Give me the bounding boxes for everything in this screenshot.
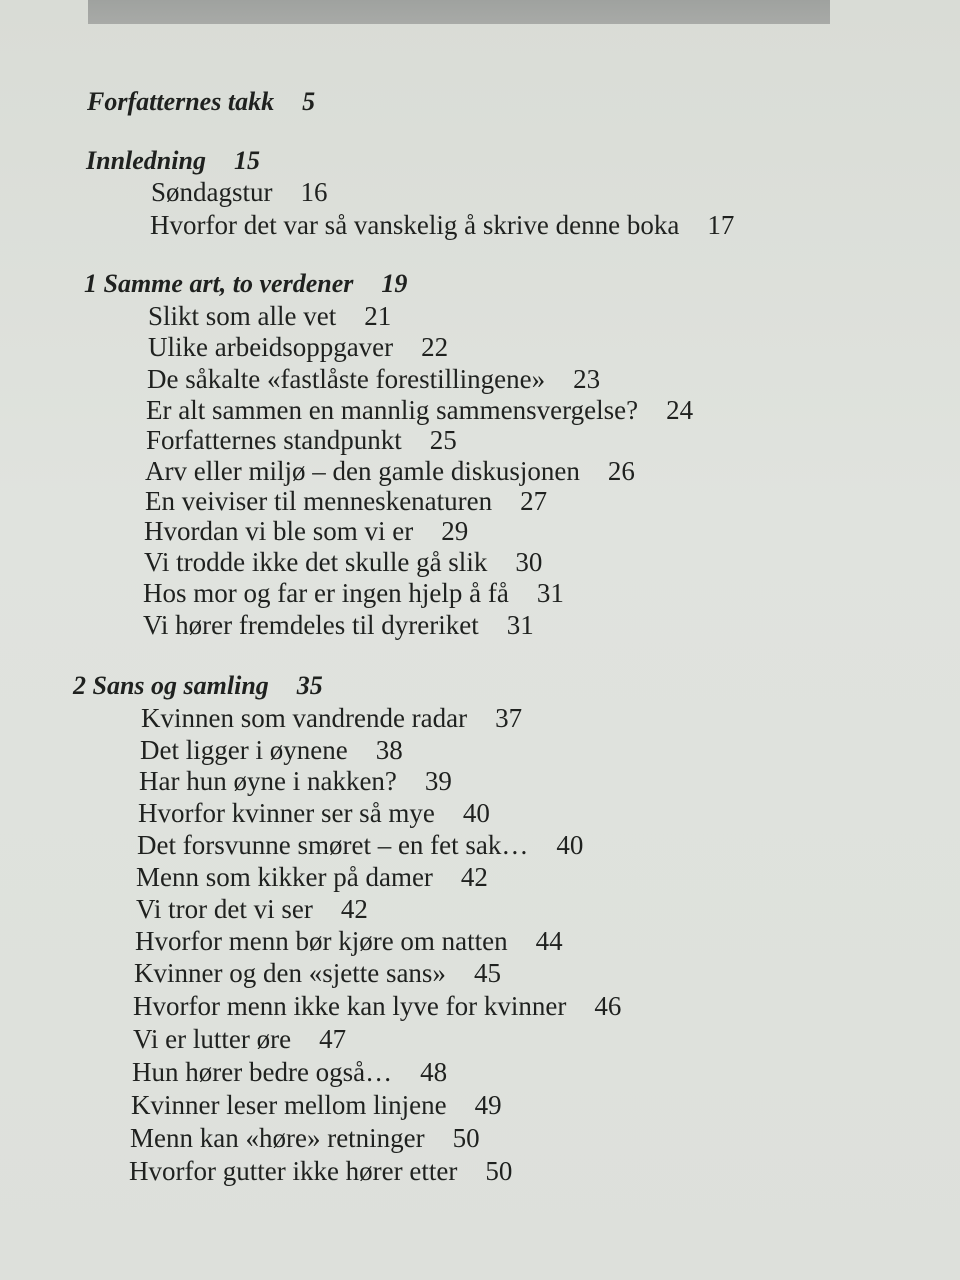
toc-item-title: Slikt som alle vet	[148, 301, 337, 331]
toc-item-page: 45	[473, 958, 501, 988]
toc-item-page: 21	[364, 301, 392, 331]
toc-item	[133, 990, 621, 1022]
toc-item	[145, 485, 547, 517]
toc-item-title: Vi trodde ikke det skulle gå slik	[144, 547, 488, 577]
toc-item	[138, 797, 490, 829]
toc-chapter-title: 2 Sans og samling	[73, 671, 269, 700]
toc-item-page: 50	[485, 1156, 513, 1186]
toc-entry-title: Forfatternes takk	[87, 87, 275, 116]
toc-chapter-intro	[86, 145, 260, 177]
toc-item-page: 31	[536, 578, 564, 608]
toc-entry-page: 5	[302, 87, 316, 116]
toc-item-page: 27	[520, 486, 548, 516]
toc-item-title: Hvordan vi ble som vi er	[144, 516, 414, 546]
toc-item	[137, 829, 583, 861]
toc-item-title: Hos mor og far er ingen hjelp å få	[143, 578, 509, 608]
toc-item-page: 48	[420, 1057, 448, 1087]
toc-item	[132, 1056, 447, 1088]
toc-item	[133, 1023, 346, 1055]
toc-item	[139, 765, 452, 797]
toc-chapter-title: Innledning	[86, 146, 206, 175]
toc-item-page: 38	[375, 735, 403, 765]
toc-item	[148, 331, 448, 363]
toc-item-title: Kvinner leser mellom linjene	[131, 1090, 447, 1120]
toc-item	[145, 455, 635, 487]
toc-item-title: Ulike arbeidsoppgaver	[148, 332, 394, 362]
toc-item	[143, 577, 564, 609]
toc-item-page: 42	[460, 862, 488, 892]
toc-item-title: Det forsvunne smøret – en fet sak…	[137, 830, 529, 860]
toc-item	[135, 925, 563, 957]
toc-item-title: Hvorfor gutter ikke hører etter	[129, 1156, 458, 1186]
toc-item-title: En veiviser til menneskenaturen	[145, 486, 493, 516]
toc-item	[146, 424, 457, 456]
toc-item-title: Søndagstur	[151, 177, 273, 207]
toc-chapter-page: 35	[296, 671, 323, 700]
toc-item-title: Vi er lutter øre	[133, 1024, 292, 1054]
toc-item	[151, 176, 328, 208]
toc-item	[129, 1155, 512, 1187]
toc-item-title: Hvorfor menn bør kjøre om natten	[135, 926, 508, 956]
toc-item-title: Det ligger i øynene	[140, 735, 348, 765]
toc-item	[143, 609, 534, 641]
toc-item-title: Forfatternes standpunkt	[146, 425, 402, 455]
toc-item-page: 46	[594, 991, 622, 1021]
toc-item	[134, 957, 501, 989]
toc-item-page: 42	[340, 894, 368, 924]
previous-page-edge	[88, 0, 830, 24]
toc-item-page: 26	[607, 456, 635, 486]
toc-item-page: 16	[300, 177, 328, 207]
toc-item-title: Er alt sammen en mannlig sammensvergelse?	[146, 395, 639, 425]
toc-item-page: 40	[556, 830, 584, 860]
toc-item-page: 23	[573, 364, 601, 394]
toc-item-title: Menn som kikker på damer	[136, 862, 433, 892]
toc-item-title: Kvinnen som vandrende radar	[141, 703, 468, 733]
toc-item-page: 25	[429, 425, 457, 455]
toc-item	[150, 209, 734, 241]
toc-item-page: 37	[495, 703, 523, 733]
toc-chapter-1	[84, 268, 407, 300]
toc-item-title: Hvorfor menn ikke kan lyve for kvinner	[133, 991, 567, 1021]
toc-item-page: 17	[707, 210, 735, 240]
toc-item	[136, 861, 488, 893]
toc-front-entry	[87, 86, 315, 118]
toc-item	[140, 734, 403, 766]
toc-chapter-page: 19	[381, 269, 408, 298]
toc-item-page: 30	[515, 547, 543, 577]
toc-item-title: Har hun øyne i nakken?	[139, 766, 397, 796]
toc-item-title: Kvinner og den «sjette sans»	[134, 958, 446, 988]
toc-item-title: Hun hører bedre også…	[132, 1057, 393, 1087]
toc-item	[146, 394, 693, 426]
toc-item	[144, 515, 468, 547]
toc-item-title: Vi hører fremdeles til dyreriket	[143, 610, 479, 640]
toc-chapter-page: 15	[233, 146, 260, 175]
toc-item-page: 24	[666, 395, 694, 425]
toc-item-title: Vi tror det vi ser	[136, 894, 313, 924]
toc-item	[131, 1089, 502, 1121]
toc-item-page: 22	[421, 332, 449, 362]
toc-item-page: 44	[535, 926, 563, 956]
toc-item-title: De såkalte «fastlåste forestillingene»	[147, 364, 546, 394]
toc-item	[148, 300, 391, 332]
toc-item-title: Hvorfor det var så vanskelig å skrive denne boka	[150, 210, 680, 240]
toc-item	[144, 546, 542, 578]
toc-item-page: 50	[452, 1123, 480, 1153]
toc-item-page: 40	[462, 798, 490, 828]
toc-chapter-title: 1 Samme art, to verdener	[84, 269, 354, 298]
toc-item-title: Menn kan «høre» retninger	[130, 1123, 425, 1153]
toc-item	[141, 702, 522, 734]
toc-item-title: Hvorfor kvinner ser så mye	[138, 798, 435, 828]
toc-item-page: 31	[506, 610, 534, 640]
toc-item-page: 47	[319, 1024, 347, 1054]
toc-item-page: 39	[424, 766, 452, 796]
toc-item-title: Arv eller miljø – den gamle diskusjonen	[145, 456, 580, 486]
toc-chapter-2	[73, 670, 323, 702]
toc-item	[130, 1122, 480, 1154]
toc-item	[136, 893, 368, 925]
toc-item	[147, 363, 600, 395]
toc-item-page: 29	[441, 516, 469, 546]
toc-item-page: 49	[474, 1090, 502, 1120]
